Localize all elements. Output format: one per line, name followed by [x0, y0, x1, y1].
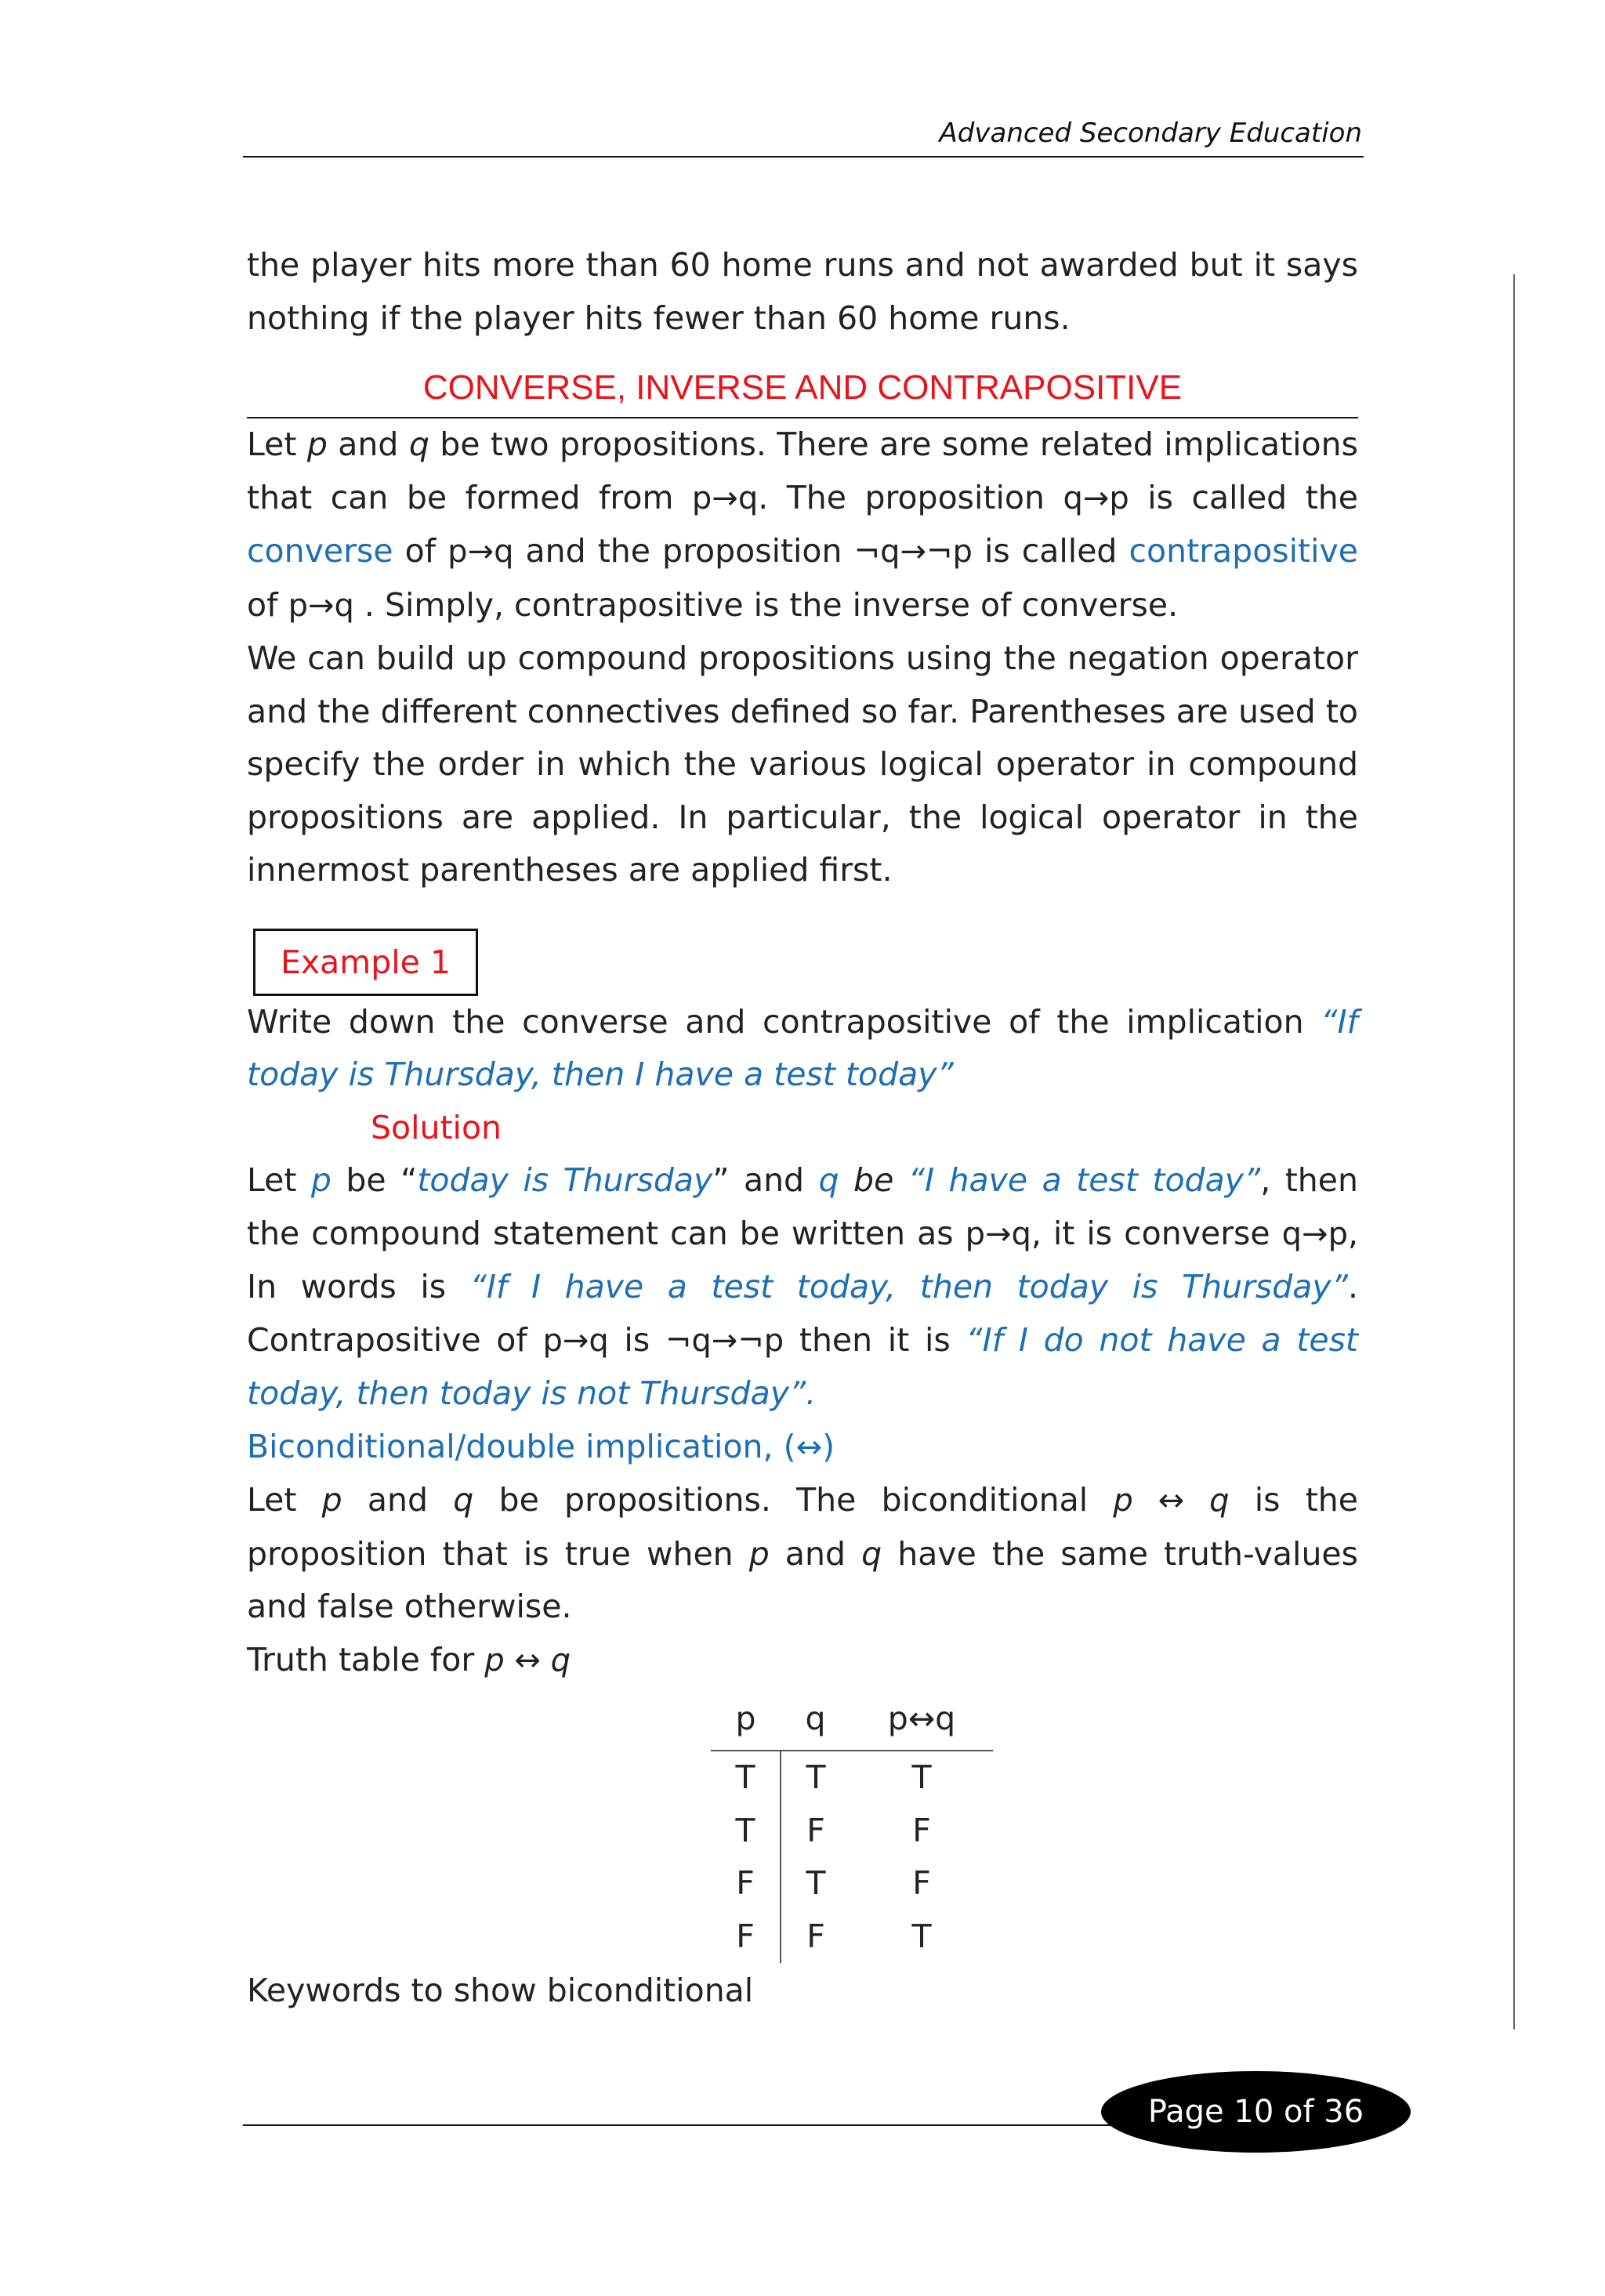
table-row [711, 1805, 993, 1858]
intro-paragraph: the player hits more than 60 home runs and not awarded but it says nothing if the player hits fewer than 60 home runs. [247, 246, 1358, 337]
table-cell: T [781, 1751, 850, 1805]
table-cell: T [735, 1811, 755, 1849]
example-label-box: Example 1 [253, 929, 478, 996]
example-question: Write down the converse and contrapositive of the implication “If today is Thursday, then I have a test today” [247, 1002, 1358, 1093]
keywords-line: Keywords to show biconditional [247, 1972, 754, 2009]
table-row [711, 1857, 993, 1910]
solution-paragraph: Let p be “today is Thursday” and q be “I have a test today”, then the compound statement can be written as p→q, it is converse q→p, In words is “If I have a test today, then today is Thursday”. Contrapositive of p→q is ¬q→¬p then it is “If I do not have a test today, then today is not Thursday”. [247, 1161, 1359, 1412]
truth-table [711, 1689, 993, 1963]
term-converse: converse [247, 532, 393, 570]
header-rule [243, 156, 1364, 158]
table-cell: F [912, 1811, 931, 1849]
table-cell: T [781, 1857, 850, 1910]
truth-table-header-row [711, 1689, 993, 1751]
margin-rule [1513, 274, 1515, 2030]
truth-table-wrapper [247, 1689, 1358, 1955]
page-content [247, 239, 1358, 2018]
truth-table-caption: Truth table for p ↔ q [247, 1640, 571, 1679]
math-biconditional: p ↔ q [1113, 1483, 1230, 1519]
table-cell: T [735, 1758, 755, 1796]
converse-words: “If I have a test today, then today is Thursday” [469, 1268, 1348, 1306]
table-cell: F [781, 1805, 850, 1858]
header-cell: q [781, 1689, 850, 1751]
running-header: Advanced Secondary Education [939, 118, 1362, 149]
biconditional-paragraph: Let p and q be propositions. The biconditional p ↔ q is the proposition that is true when p and q have the same truth-values and false otherwise. [247, 1481, 1359, 1625]
term-contrapositive: contrapositive [1129, 532, 1358, 570]
biconditional-heading: Biconditional/double implication, (↔) [247, 1427, 835, 1465]
contrapositive-words: “If I do not have a test today, then today is not Thursday”. [247, 1320, 1359, 1412]
table-cell: F [736, 1917, 755, 1955]
header-cell: p [711, 1689, 781, 1751]
math-not-q-implies-not-p: ¬q→¬p [853, 534, 973, 570]
compound-paragraph: We can build up compound propositions using the negation operator and the different connectives defined so far. Parentheses are used to specify the order in which the various logical operator in compound propositions are applied. In particular, the logical operator in the innermost parentheses are applied first. [247, 639, 1358, 889]
table-row [711, 1910, 993, 1964]
math-p-implies-q: p→q [691, 480, 759, 516]
header-cell: p↔q [850, 1689, 993, 1751]
section-title: CONVERSE, INVERSE AND CONTRAPOSITIVE [247, 360, 1358, 418]
table-cell: T [911, 1917, 932, 1955]
table-cell: T [911, 1758, 932, 1796]
table-cell: F [736, 1864, 755, 1902]
table-row [711, 1751, 993, 1805]
page-number-badge: Page 10 of 36 [1101, 2071, 1411, 2153]
table-cell: F [781, 1910, 850, 1964]
math-q-implies-p: q→p [1063, 480, 1129, 516]
example-quote: “If today is Thursday, then I have a test today” [247, 1002, 1358, 1093]
solution-heading: Solution [371, 1108, 502, 1146]
table-cell: F [912, 1864, 931, 1902]
converse-paragraph: Let p and q be two propositions. There are some related implications that can be formed from p→q. The proposition q→p is called the converse of p→q and the proposition ¬q→¬p is called contrapositive of p→q . Simply, contrapositive is the inverse of converse. [247, 426, 1358, 624]
